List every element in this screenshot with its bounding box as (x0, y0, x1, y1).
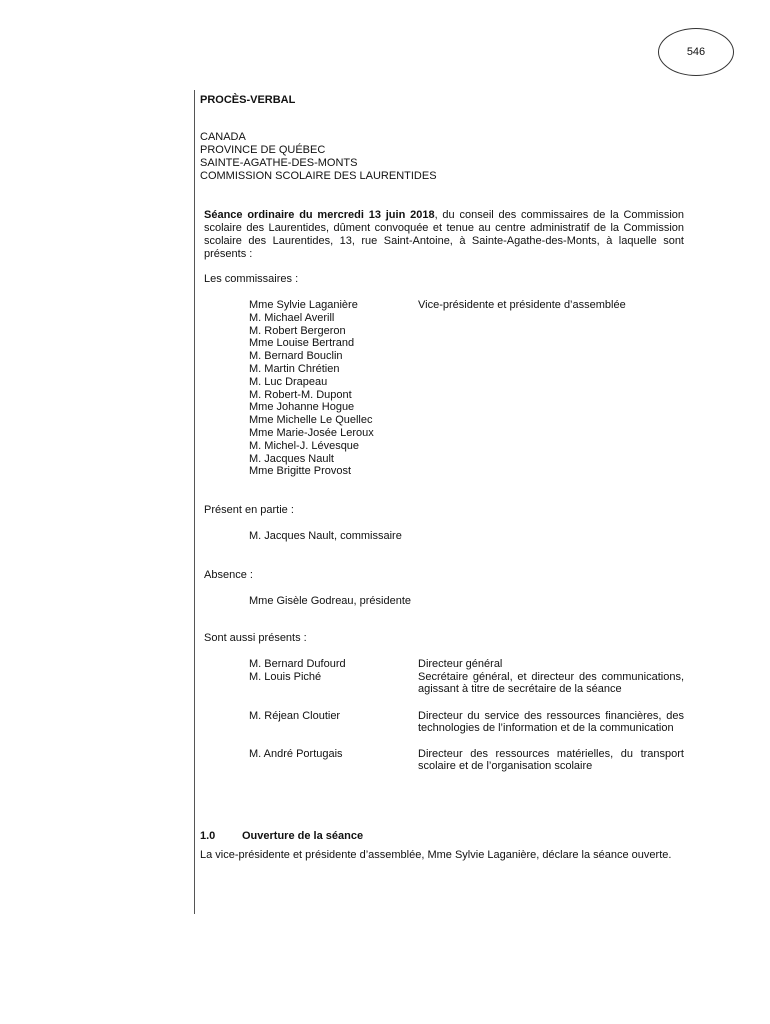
page-number: 546 (658, 28, 734, 76)
commissioner-name: Mme Brigitte Provost (249, 465, 352, 478)
commissioner-name: M. Martin Chrétien (249, 362, 340, 375)
location-city: SAINTE-AGATHE-DES-MONTS (200, 157, 358, 169)
intro-text: , du conseil des commissaires de la Commission scolaire des Laurentides, dûment convoquée et tenue au centre administratif de la Commission scolaire des Laurentides, 13, rue Saint-Antoine, à Sainte-Agathe-des-Monts, à laquelle sont présents : (204, 209, 684, 260)
commissioner-name: M. Jacques Nault (249, 452, 334, 465)
location-country: CANADA (200, 131, 246, 143)
commissioner-name: Mme Michelle Le Quellec (249, 414, 373, 427)
commissioners-list (249, 299, 374, 478)
partial-person: M. Jacques Nault, commissaire (249, 530, 402, 542)
commissioner-name: Mme Sylvie Laganière (249, 299, 358, 311)
commissioner-name: Mme Marie-Josée Leroux (249, 426, 374, 439)
margin-line (194, 90, 195, 914)
location-province: PROVINCE DE QUÉBEC (200, 144, 326, 156)
intro-paragraph (204, 209, 684, 261)
section-number: 1.0 (200, 830, 216, 842)
staff-role: Secrétaire général, et directeur des communications, agissant à titre de secrétaire de la séance (418, 671, 684, 695)
document-title: PROCÈS-VERBAL (200, 94, 296, 106)
commissioner-name: M. Michel-J. Lévesque (249, 439, 360, 452)
staff-name: M. Bernard Dufourd (249, 658, 346, 670)
also-present-heading: Sont aussi présents : (204, 632, 307, 644)
staff-role: Directeur du service des ressources financières, des technologies de l’information et de la communication (418, 710, 684, 734)
commissioner-role: Vice-présidente et présidente d’assemblée (418, 299, 626, 311)
staff-role: Directeur des ressources matérielles, du transport scolaire et de l’organisation scolaire (418, 748, 684, 772)
partial-heading: Présent en partie : (204, 504, 294, 516)
staff-name: M. Réjean Cloutier (249, 710, 341, 722)
section-title: Ouverture de la séance (242, 830, 364, 842)
meeting-date: Séance ordinaire du mercredi 13 juin 2018 (204, 209, 435, 221)
staff-name: M. Louis Piché (249, 671, 322, 683)
staff-role: Directeur général (418, 658, 503, 670)
commissioner-name: M. Michael Averill (249, 311, 335, 324)
location-organization: COMMISSION SCOLAIRE DES LAURENTIDES (200, 170, 437, 182)
absence-heading: Absence : (204, 569, 253, 581)
commissioner-name: Mme Johanne Hogue (249, 401, 355, 414)
location-block (200, 131, 437, 183)
section-text: La vice-présidente et présidente d’assemblée, Mme Sylvie Laganière, déclare la séance ouverte. (200, 849, 672, 861)
commissioner-name: Mme Louise Bertrand (249, 337, 355, 350)
commissioners-heading: Les commissaires : (204, 273, 299, 285)
staff-name: M. André Portugais (249, 748, 343, 760)
commissioner-name: M. Luc Drapeau (249, 375, 328, 388)
absent-person: Mme Gisèle Godreau, présidente (249, 595, 412, 607)
commissioner-name: M. Bernard Bouclin (249, 350, 343, 363)
commissioner-name: M. Robert Bergeron (249, 324, 346, 337)
commissioner-name: M. Robert-M. Dupont (249, 388, 352, 401)
